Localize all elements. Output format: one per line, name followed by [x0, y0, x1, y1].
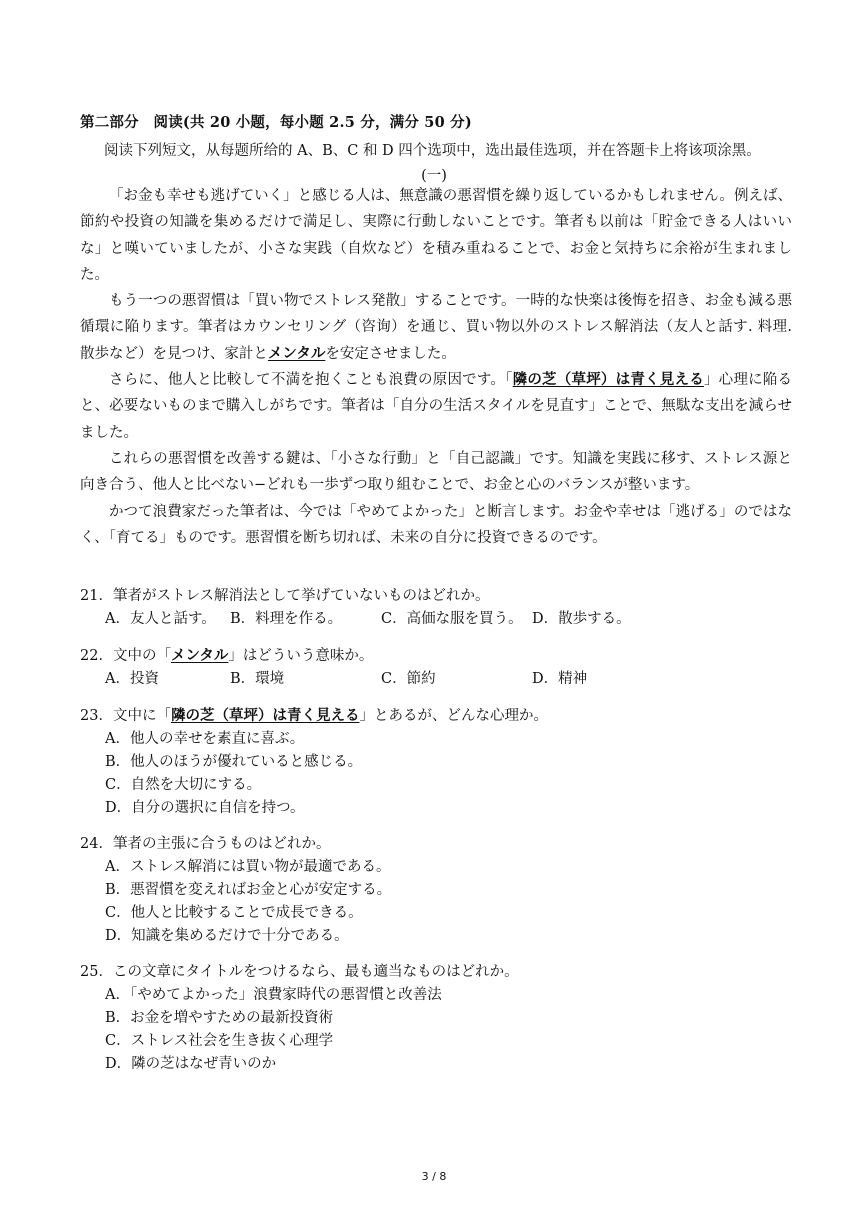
option-d: D．散歩する。 — [532, 611, 631, 627]
option-d: D．知識を集めるだけで十分である。 — [105, 928, 349, 944]
passage-text: を安定させました。 — [325, 345, 456, 362]
question-list — [80, 585, 792, 1089]
options-list — [80, 728, 792, 820]
options-row — [80, 668, 792, 691]
option-b: B．料理を作る。 — [230, 611, 343, 627]
question-21 — [80, 585, 792, 631]
option-b: B．環境 — [230, 671, 285, 687]
option-c: C．高価な服を買う。 — [381, 611, 523, 627]
option-b: B．他人のほうが優れていると感じる。 — [105, 754, 363, 770]
option-c: C．自然を大切にする。 — [105, 777, 262, 793]
option-c: C．節約 — [381, 671, 436, 687]
reading-passage — [80, 183, 792, 551]
section-title: 第二部分 阅读(共 20 小题，每小题 2.5 分，满分 50 分) — [80, 114, 472, 131]
question-stem: 21．筆者がストレス解消法として挙げていないものはどれか。 — [80, 588, 490, 604]
passage-paragraph-4: これらの悪習慣を改善する鍵は、「小さな行動」と「自己認識」です。知識を実践に移す、ストレス源と向き合う、他人と比べない−どれも一歩ずつ取り組むことで、お金と心のバランスが整います。 — [80, 450, 792, 494]
passage-paragraph-3 — [80, 367, 792, 446]
question-stem — [80, 644, 792, 668]
stem-text: 」はどういう意味か。 — [228, 648, 374, 664]
passage-text: 」心理に陥ると、必要ないものまで購入しがちです。筆者は「自分の生活スタイルを見直す」ことで、無駄な支出を減らせました。 — [80, 372, 793, 441]
option-c: C．ストレス社会を生き抜く心理学 — [105, 1033, 334, 1049]
options-list — [80, 856, 792, 948]
question-stem: 24．筆者の主張に合うものはどれか。 — [80, 836, 331, 852]
option-d: D．自分の選択に自信を持つ。 — [105, 800, 305, 816]
underlined-idiom: 隣の芝（草坪）は青く見える — [512, 371, 704, 389]
question-23 — [80, 704, 792, 820]
options-list — [80, 984, 792, 1076]
underlined-term-mental: メンタル — [170, 647, 229, 664]
passage-text: さらに、他人と比較して不満を抱くことも浪費の原因です。「 — [109, 372, 513, 389]
option-b: B．悪習慣を変えればお金と心が安定する。 — [105, 882, 392, 898]
option-a: A．ストレス解消には買い物が最適である。 — [105, 859, 391, 875]
passage-number: (一) — [421, 168, 447, 184]
question-24 — [80, 833, 792, 948]
option-c: C．他人と比較することで成長できる。 — [105, 905, 363, 921]
question-stem — [80, 704, 792, 728]
instruction-text: 阅读下列短文，从每题所给的 A、B、C 和 D 四个选项中，选出最佳选项，并在答题卡上将该项涂黑。 — [104, 143, 761, 159]
passage-text: もう一つの悪習慣は「買い物でストレス発散」することです。一時的な快楽は後悔を招き、お金も減る悪循環に陥ります。筆者はカウンセリング（咨询）を通じ、買い物以外のストレス解消法（友人と話す. 料理. 散歩など）を見つけ、家計と — [80, 293, 792, 362]
option-d: D．精神 — [532, 671, 588, 687]
option-b: B．お金を増やすための最新投資術 — [105, 1010, 334, 1026]
stem-text: 23．文中に「 — [80, 708, 171, 724]
stem-text: 」とあるが、どんな心理か。 — [359, 708, 548, 724]
option-a: A．投資 — [105, 671, 159, 687]
passage-paragraph-2 — [80, 288, 792, 367]
option-a: A．友人と話す。 — [105, 611, 216, 627]
option-a: A．「やめてよかった」浪費家時代の悪習慣と改善法 — [105, 987, 442, 1003]
question-stem: 25．この文章にタイトルをつけるなら、最も適当なものはどれか。 — [80, 964, 519, 980]
underlined-term-mental: メンタル — [267, 344, 326, 362]
options-row — [80, 608, 792, 631]
underlined-idiom: 隣の芝（草坪）は青く見える — [170, 707, 360, 724]
question-25 — [80, 961, 792, 1076]
question-22 — [80, 644, 792, 691]
option-d: D．隣の芝はなぜ青いのか — [105, 1056, 277, 1072]
passage-paragraph-1: 「お金も幸せも逃げていく」と感じる人は、無意識の悪習慣を繰り返しているかもしれません。例えば、節約や投資の知識を集めるだけで満足し、実際に行動しないことです。筆者も以前は「貯金できる人はいいな」と嘆いていましたが、小さな実践（自炊など）を積み重ねることで、お金と気持ちに余裕が生まれました。 — [80, 188, 792, 283]
stem-text: 22．文中の「 — [80, 648, 171, 664]
option-a: A．他人の幸せを素直に喜ぶ。 — [105, 731, 305, 747]
passage-paragraph-5: かつて浪費家だった筆者は、今では「やめてよかった」と断言します。お金や幸せは「逃げる」のではなく、「育てる」ものです。悪習慣を断ち切れば、未来の自分に投資できるのです。 — [80, 503, 792, 546]
page-number: 3 / 8 — [421, 1170, 447, 1183]
